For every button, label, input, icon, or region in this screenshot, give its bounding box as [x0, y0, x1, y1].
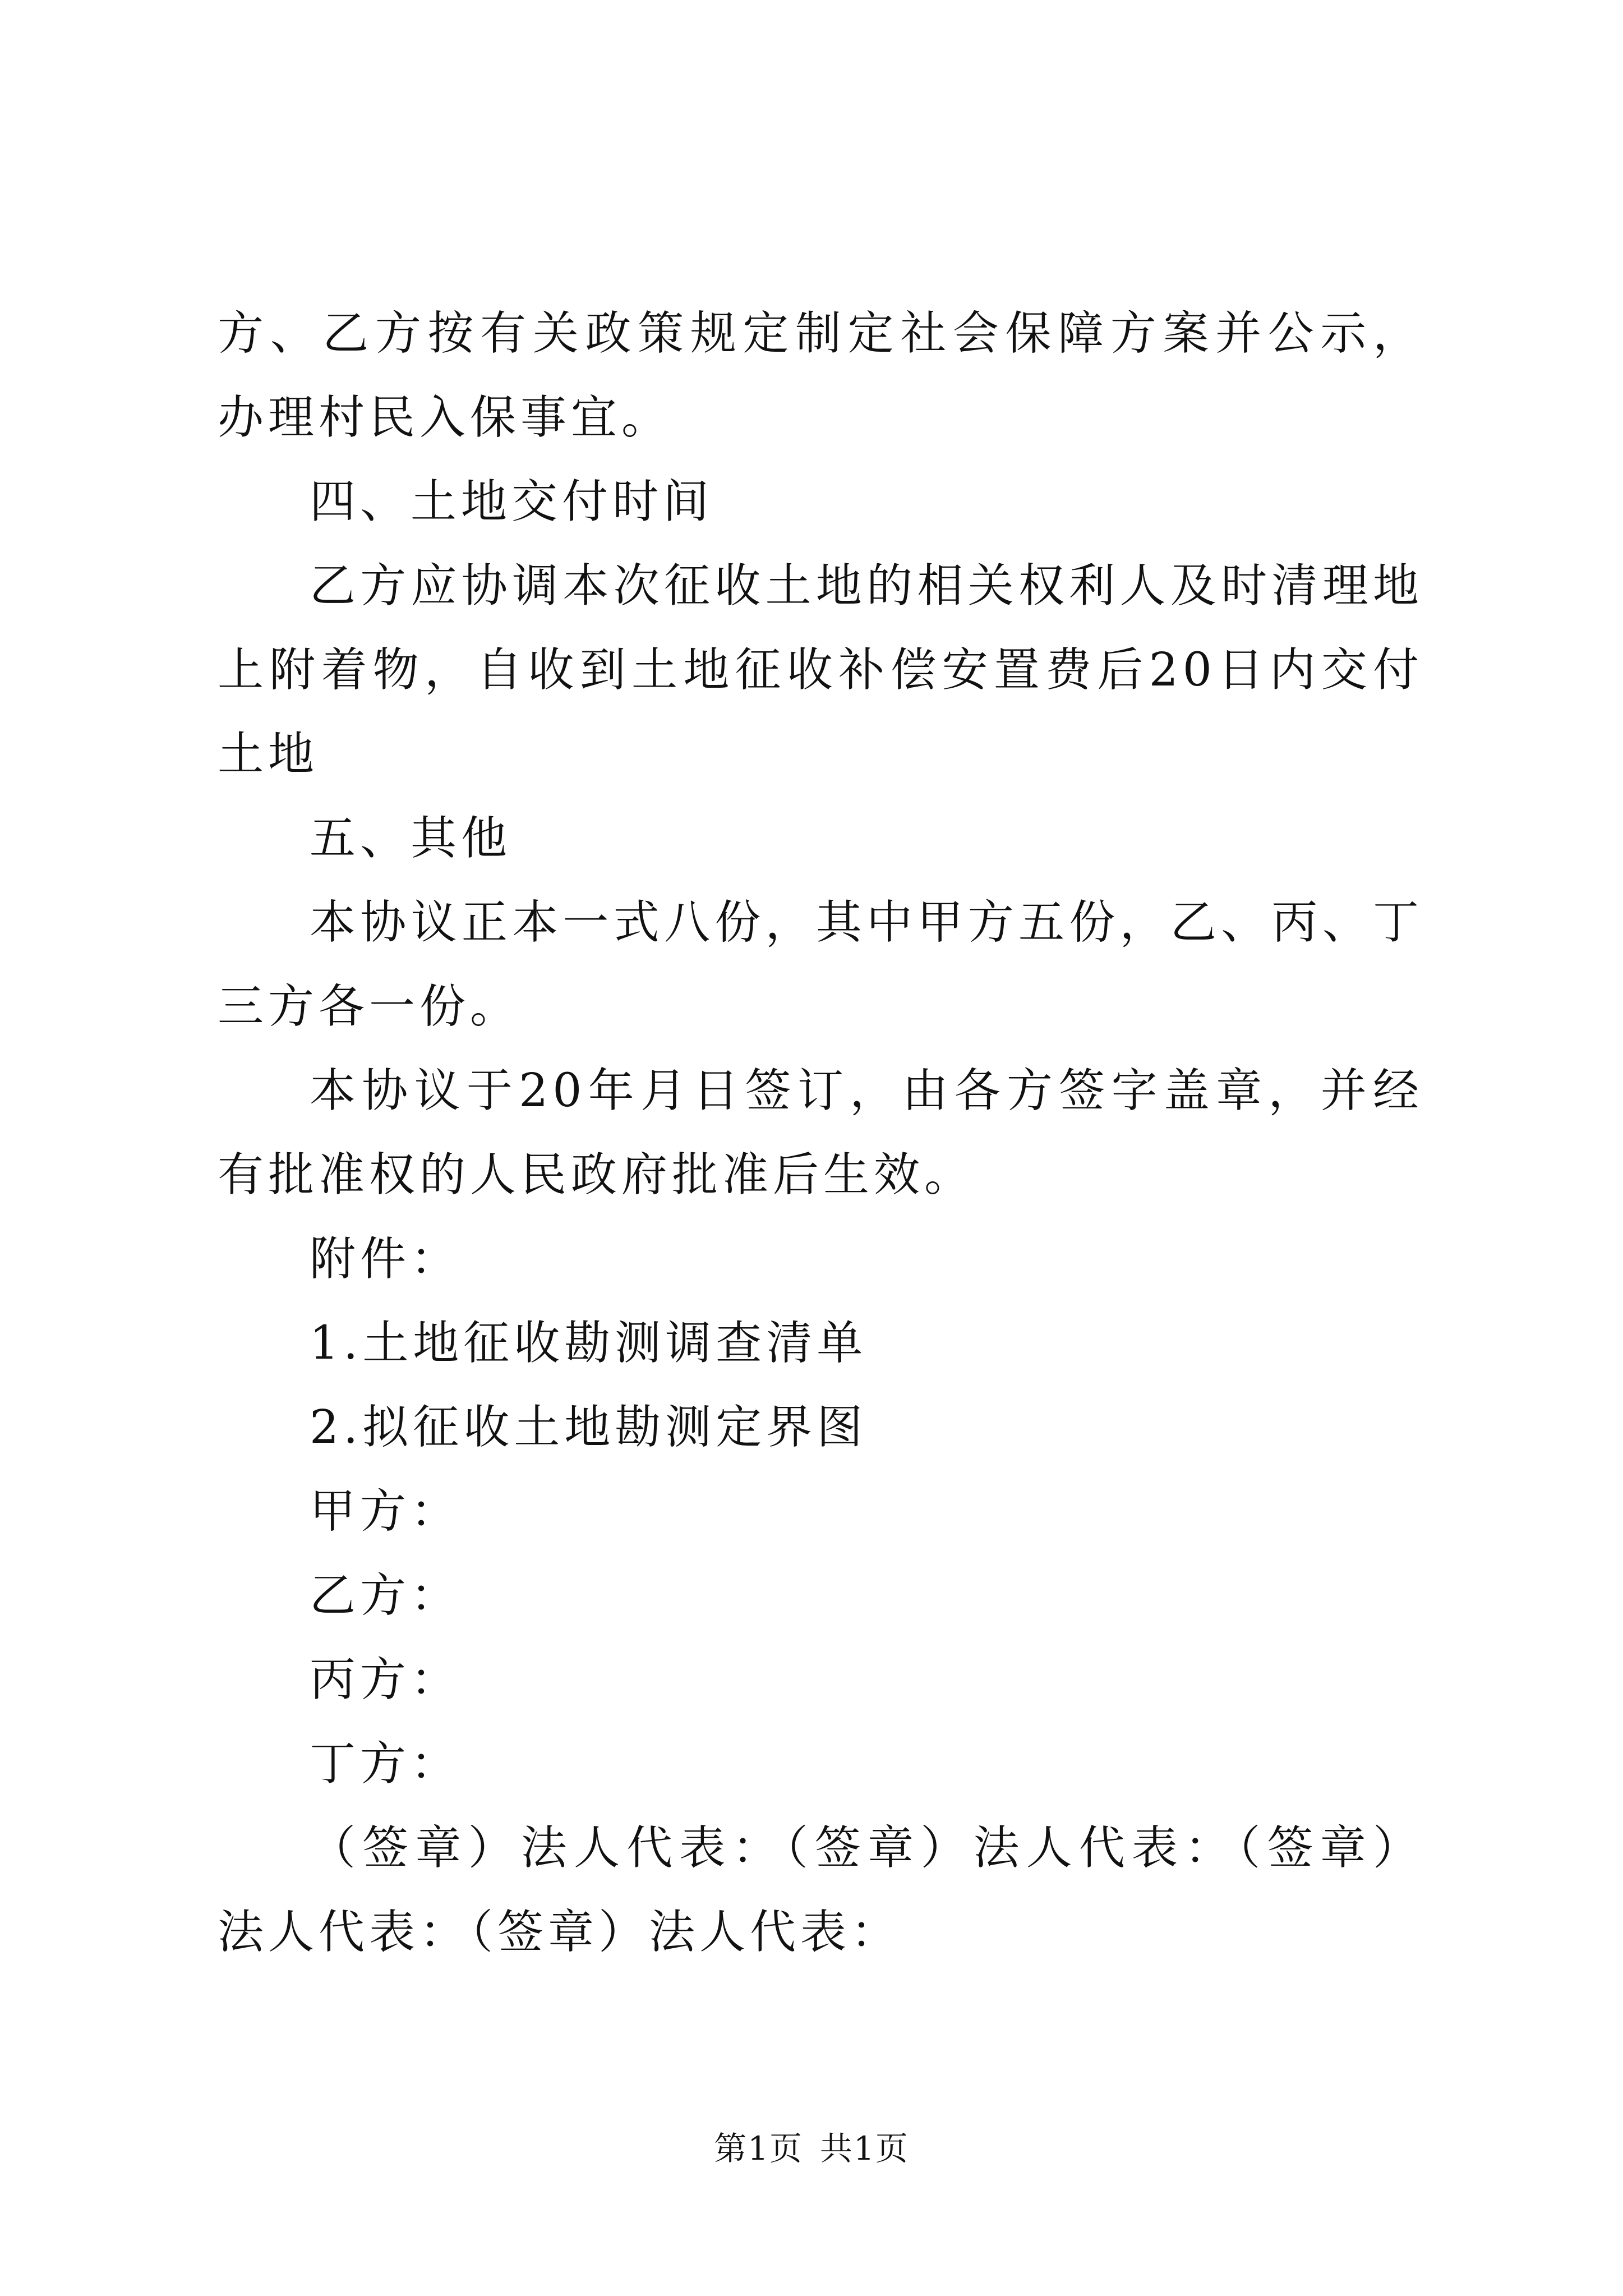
party-b-signature: 乙方： — [310, 1569, 462, 1622]
attachment-item: 1.土地征收勘测调查清单 — [310, 1317, 868, 1370]
paragraph: 乙方应协调本次征收土地的相关权利人及时清理地上附着物，自收到土地征收补偿安置费后20日内交付土地 — [218, 559, 1423, 781]
legal-representatives-line: （签章）法人代表：（签章）法人代表：（签章）法人代表：（签章）法人代表： — [218, 1821, 1423, 1959]
attachment-item: 2.拟征收土地勘测定界图 — [310, 1401, 868, 1454]
party-d-signature: 丁方： — [310, 1737, 462, 1791]
paragraph: 本协议正本一式八份，其中甲方五份，乙、丙、丁三方各一份。 — [218, 896, 1423, 1033]
party-c-signature: 丙方： — [310, 1653, 462, 1706]
paragraph: 方、乙方按有关政策规定制定社会保障方案并公示，办理村民入保事宜。 — [218, 307, 1423, 444]
section-heading: 四、土地交付时间 — [310, 475, 714, 528]
page-footer — [0, 2126, 1623, 2171]
section-heading: 五、其他 — [310, 812, 512, 865]
attachments-label: 附件： — [310, 1232, 462, 1286]
page-number: 第1页 — [714, 2129, 803, 2168]
party-a-signature: 甲方： — [310, 1485, 462, 1538]
paragraph: 本协议于20年月日签订，由各方签字盖章，并经有批准权的人民政府批准后生效。 — [218, 1064, 1423, 1202]
document-body — [218, 292, 1423, 1975]
page-total: 共1页 — [820, 2129, 909, 2168]
